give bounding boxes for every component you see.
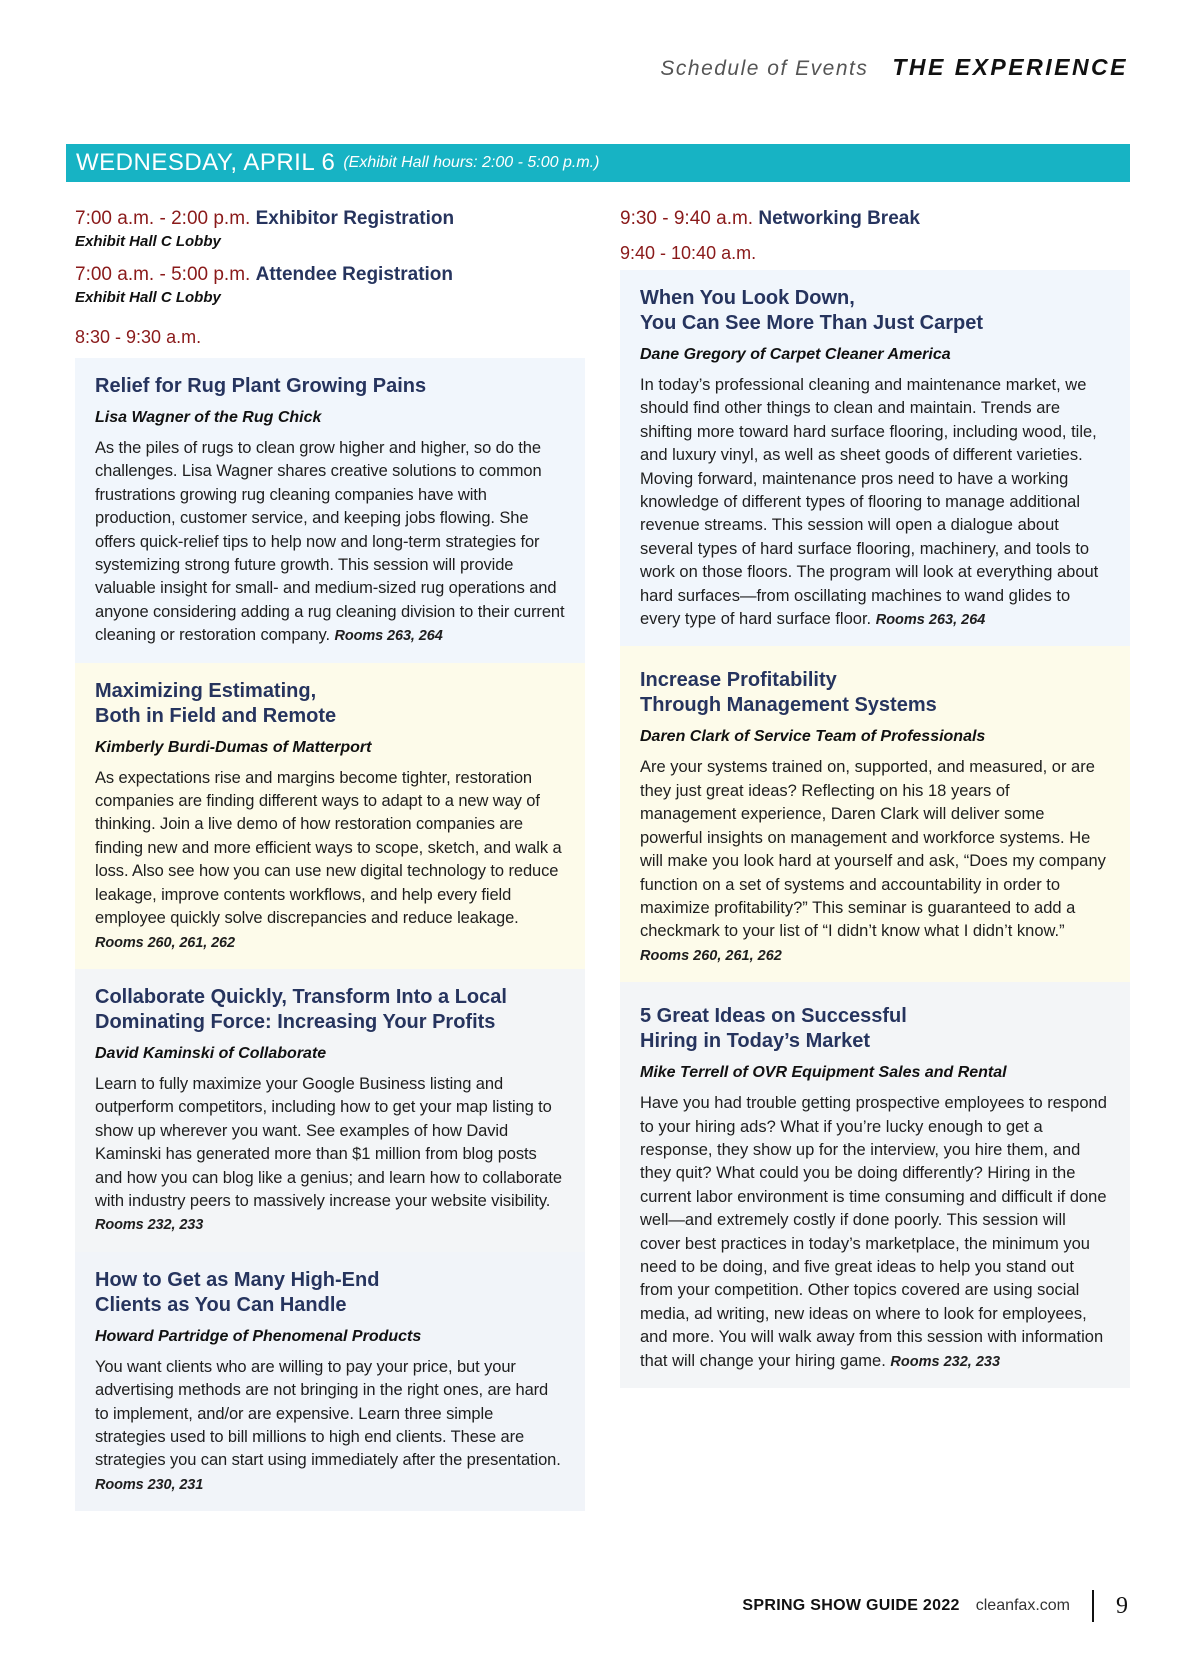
footer-divider bbox=[1092, 1590, 1094, 1622]
exhibit-hall-hours: (Exhibit Hall hours: 2:00 - 5:00 p.m.) bbox=[343, 154, 600, 171]
slot-time: 7:00 a.m. - 5:00 p.m. bbox=[75, 264, 251, 285]
day-label: WEDNESDAY, APRIL 6 bbox=[76, 149, 336, 176]
publication-name: SPRING SHOW GUIDE 2022 bbox=[742, 1597, 960, 1614]
page-number: 9 bbox=[1116, 1592, 1128, 1619]
session-card bbox=[620, 982, 1130, 1388]
session-title: When You Look Down, You Can See More Than Just Carpet bbox=[640, 287, 984, 334]
session-description: As expectations rise and margins become tighter, restoration companies are finding different ways to adapt to a new way of thinking. Join a live demo of how restoration companies are finding new and more efficient ways to scope, sketch, and walk a loss. Also see how you can use new digital technology to reduce leakage, improve contents workflows, and help every field employee quickly solve discrepancies and reduce leakage. Rooms 260, 261, 262 bbox=[95, 768, 562, 951]
slot-event: Attendee Registration bbox=[255, 264, 454, 285]
schedule-slot bbox=[75, 206, 585, 252]
section-subtitle: Schedule of Events bbox=[660, 57, 869, 80]
left-column bbox=[75, 206, 585, 1511]
session-speaker: Daren Clark of Service Team of Professionals bbox=[640, 728, 986, 746]
session-rooms: Rooms 232, 233 bbox=[95, 1217, 204, 1234]
session-card bbox=[620, 646, 1130, 982]
slot-event: Networking Break bbox=[758, 208, 920, 229]
session-rooms: Rooms 263, 264 bbox=[875, 612, 986, 629]
slot-time: 8:30 - 9:30 a.m. bbox=[75, 327, 202, 347]
session-rooms: Rooms 263, 264 bbox=[334, 628, 443, 645]
slot-time: 7:00 a.m. - 2:00 p.m. bbox=[75, 208, 251, 229]
slot-location: Exhibit Hall C Lobby bbox=[75, 289, 221, 306]
session-rooms: Rooms 260, 261, 262 bbox=[95, 934, 235, 951]
right-column bbox=[620, 206, 1130, 1388]
page-footer bbox=[742, 1590, 1128, 1622]
session-title: Increase Profitability Through Management Systems bbox=[640, 669, 937, 717]
session-title: Relief for Rug Plant Growing Pains bbox=[95, 375, 427, 397]
session-speaker: Mike Terrell of OVR Equipment Sales and Rental bbox=[640, 1064, 1007, 1082]
session-description: You want clients who are willing to pay your price, but your advertising methods are not bringing in the right ones, are hard to implement, and/or are expensive. Learn three simple strategies used to bill millions to high end clients. These are strategies you can start using immediately after the presentation. Rooms 230, 231 bbox=[95, 1357, 561, 1493]
slot-time: 9:40 - 10:40 a.m. bbox=[620, 243, 757, 263]
session-description: As the piles of rugs to clean grow higher and higher, so do the challenges. Lisa Wagner shares creative solutions to common frustrations growing rug cleaning companies have with production, customer service, and keeping jobs flowing. She offers quick-relief tips to help now and long-term strategies for systemizing strong future growth. This session will provide valuable insight for small- and medium-sized rug operations and anyone considering adding a rug cleaning division to their current cleaning or restoration company. Rooms 263, 264 bbox=[95, 439, 565, 645]
session-card bbox=[75, 663, 585, 969]
slot-time: 9:30 - 9:40 a.m. bbox=[620, 208, 754, 229]
session-title: How to Get as Many High-End Clients as You Can Handle bbox=[95, 1268, 380, 1316]
session-speaker: Lisa Wagner of the Rug Chick bbox=[95, 409, 322, 426]
day-banner bbox=[66, 144, 1130, 182]
session-speaker: Dane Gregory of Carpet Cleaner America bbox=[640, 346, 951, 363]
session-title: Collaborate Quickly, Transform Into a Local Dominating Force: Increasing Your Profits bbox=[95, 985, 507, 1033]
session-card bbox=[620, 270, 1130, 646]
session-rooms: Rooms 232, 233 bbox=[890, 1353, 1001, 1370]
slot-location: Exhibit Hall C Lobby bbox=[75, 233, 221, 250]
session-speaker: Kimberly Burdi-Dumas of Matterport bbox=[95, 738, 372, 756]
session-title: 5 Great Ideas on Successful Hiring in Today’s Market bbox=[640, 1005, 907, 1053]
session-description: In today’s professional cleaning and maintenance market, we should find other things to clean and maintain. Trends are shifting more toward hard surface flooring, including wood, tile, and luxury vinyl, as well as sheet goods of different varieties. Moving forward, maintenance pros need to have a working knowledge of different types of flooring to manage additional revenue streams. This session will open a dialogue about several types of hard surface flooring, machinery, and tools to work on those floors. The program will look at everything about hard surfaces—from oscillating machines to wand glides to every type of hard surface floor. Rooms 263, 264 bbox=[640, 376, 1099, 629]
schedule-slot bbox=[75, 262, 585, 308]
section-title: THE EXPERIENCE bbox=[892, 54, 1128, 80]
website-link[interactable]: cleanfax.com bbox=[975, 1597, 1070, 1614]
page-header bbox=[660, 54, 1128, 81]
session-speaker: David Kaminski of Collaborate bbox=[95, 1044, 327, 1062]
session-speaker: Howard Partridge of Phenomenal Products bbox=[95, 1327, 422, 1345]
slot-event: Exhibitor Registration bbox=[255, 208, 455, 229]
session-card bbox=[75, 358, 585, 663]
session-rooms: Rooms 260, 261, 262 bbox=[640, 947, 782, 964]
schedule-slot bbox=[620, 206, 1130, 232]
session-description: Have you had trouble getting prospective employees to respond to your hiring ads? What if you’re lucky enough to get a response, they show up for the interview, you hire them, and they quit? What could you be doing differently? Hiring in the current labor environment is time consuming and difficult if done well—and extremely costly if done poorly. This session will cover best practices in today’s marketplace, the minimum you need to be doing, and five great ideas to help you stand out from your competition. Other topics covered are using social media, ad writing, new ideas on where to look for employees, and more. You will walk away from this session with information that will change your hiring game. Rooms 232, 233 bbox=[640, 1094, 1107, 1370]
session-card bbox=[75, 969, 585, 1252]
session-description: Are your systems trained on, supported, and measured, or are they just great ideas? Reflecting on his 18 years of management experience, Daren Clark will deliver some powerful insights on management and workforce systems. He will make you look hard at yourself and ask, “Does my company function on a set of systems and accountability in order to maximize profitability?” This seminar is guaranteed to add a checkmark to your list of “I didn’t know what I didn’t know.” Rooms 260, 261, 262 bbox=[640, 758, 1106, 964]
session-rooms: Rooms 230, 231 bbox=[95, 1476, 204, 1493]
session-card bbox=[75, 1252, 585, 1511]
session-title: Maximizing Estimating, Both in Field and Remote bbox=[95, 679, 337, 727]
session-description: Learn to fully maximize your Google Business listing and outperform competitors, including how to get your map listing to show up wherever you want. See examples of how David Kaminski has generated more than $1 million from blog posts and how you can blog like a genius; and learn how to collaborate with industry peers to massively increase your website visibility. Rooms 232, 233 bbox=[95, 1074, 562, 1234]
